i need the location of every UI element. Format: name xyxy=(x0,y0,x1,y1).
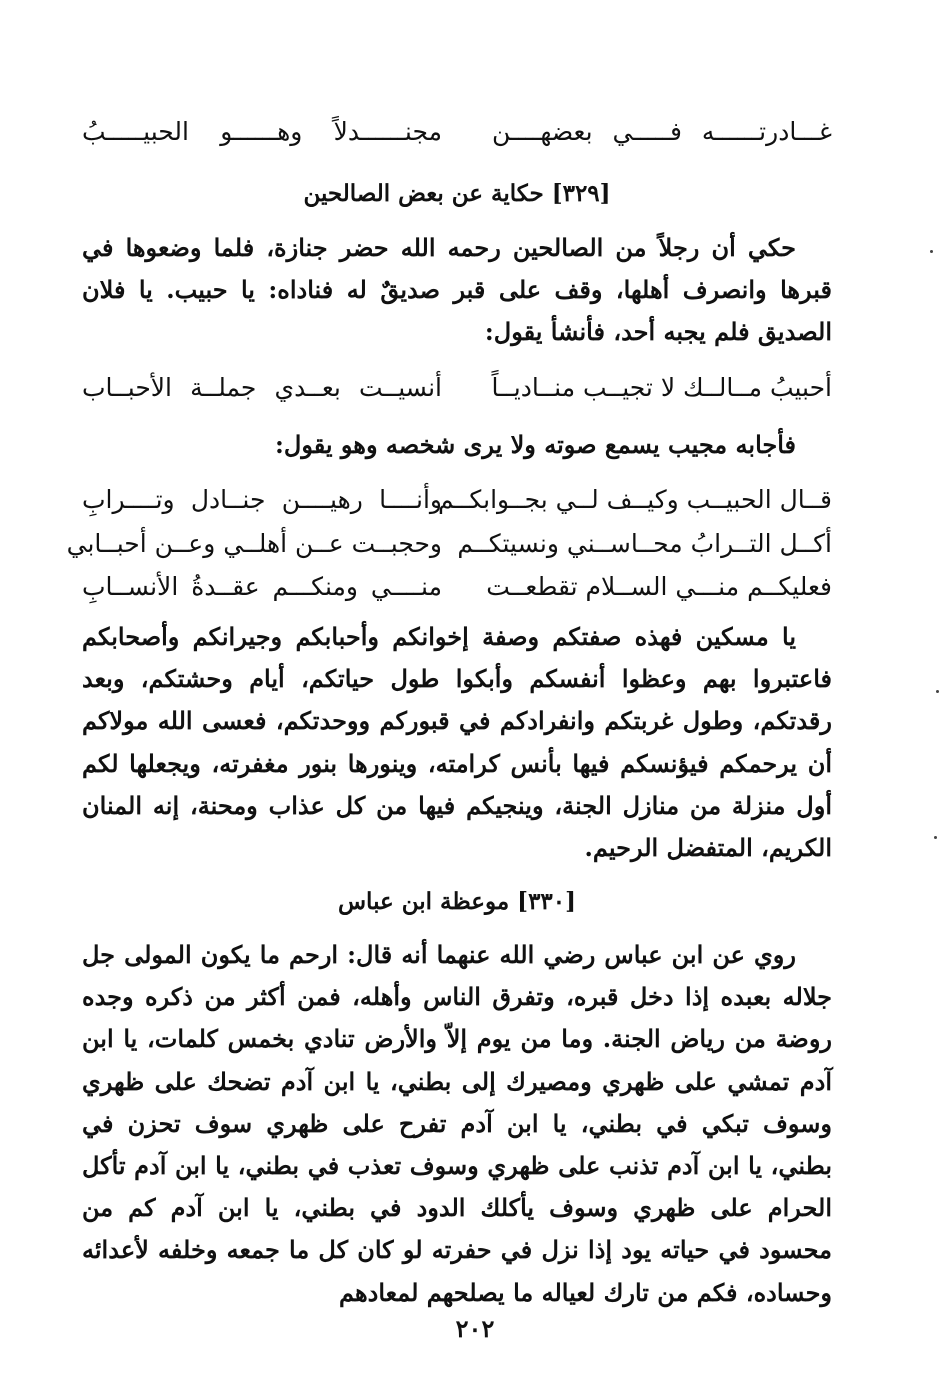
reply-verse-3 xyxy=(82,567,832,607)
scan-speck xyxy=(936,690,939,693)
reply-verse-3-second-hemistich: منــــي ومنكـــم عقــدةُ الأنســابِ xyxy=(82,572,442,601)
verse-first-hemistich: أحبيبُ مــالــك لا تجيــب منــاديــاً xyxy=(491,373,832,402)
verse-second-hemistich: أنسيــت بعــدي جملــة الأحبــاب xyxy=(82,373,442,402)
top-verse-first-hemistich: غـــادرتــــــه فـــــي بعضهــــن xyxy=(492,117,832,146)
reply-verse-2 xyxy=(66,524,832,564)
reply-verse-1-first-hemistich: قــال الحبيــب وكيــف لــي بجــوابكــم xyxy=(438,485,832,514)
reply-verse-1-second-hemistich: وأنــــا رهيــــن جنــادل وتــــرابِ xyxy=(82,485,442,514)
reply-intro-line: فأجابه مجيب يسمع صوته ولا يرى شخصه وهو يقول: xyxy=(275,430,796,459)
scan-speck xyxy=(930,250,933,253)
top-verse xyxy=(82,112,832,152)
section-330-heading: [٣٣٠] موعظة ابن عباس xyxy=(337,888,577,915)
top-verse-second-hemistich: مجنــــــدلاً وهــــــو الحبيـــــبُ xyxy=(82,117,442,146)
reply-verse-2-first-hemistich: أكــل التــرابُ محــاســني ونسيتكــم xyxy=(457,529,832,558)
section-330-paragraph: روي عن ابن عباس رضي الله عنهما أنه قال: ارحم ما يكون المولى جل جلاله بعبده إذا دخل قبره، وتفرق الناس وأهله، فمن أكثر من ذكره وجده روضة من رياض الجنة. وما من يوم إلاّ والأرض تنادي بخمس كلمات، يا ابن آدم تمشي على ظهري ومصيرك إلى بطني، يا ابن آدم تضحك على ظهري وسوف تبكي في بطني، يا ابن آدم تفرح على ظهري سوف تحزن في بطني، يا ابن آدم تذنب على ظهري وسوف تعذب في بطني، يا ابن آدم تأكل الحرام على ظهري وسوف يأكلك الدود في بطني، يا ابن آدم كم من محسود في حياته يود إذا نزل في حفرته لو كان كل ما جمعه وخلفه لأعدائه وحساده، فكم من تارك لعياله ما يصلحهم لمعادهم xyxy=(82,940,832,1307)
reply-verse-3-first-hemistich: فعليكــم منـــي الســلام تقطعــت xyxy=(486,572,832,601)
section-329-intro-paragraph: حكي أن رجلاً من الصالحين رحمه الله حضر جنازة، فلما وضعوها في قبرها وانصرف أهلها، وقف على قبر صديقٌ له فناداه: يا حبيب. يا فلان الصديق فلم يجبه أحد، فأنشأ يقول: xyxy=(82,233,832,347)
reply-verse-1 xyxy=(82,480,832,520)
reply-verse-2-second-hemistich: وحجبــت عــن أهلــي وعــن أحبــابي xyxy=(66,529,442,558)
scan-speck xyxy=(934,836,937,839)
section-329-closing-paragraph: يا مسكين فهذه صفتكم وصفة إخوانكم وأحبابكم وجيرانكم وأصحابكم فاعتبروا بهم وعظوا أنفسكم وأبكوا طول حياتكم، أيام وحشتكم، وبعد رقدتكم، وطول غربتكم وانفرادكم في قبوركم ووحدتكم، فعسى الله مولاكم أن يرحمكم فيؤنسكم فيها بأنس كرامته، وينورها بنور مغفرته، ويجعلها لكم أول منزلة من منازل الجنة، وينجيكم فيها من كل عذاب ومحنة، إنه المنان الكريم، المتفضل الرحيم. xyxy=(82,622,832,863)
section-329-heading: [٣٢٩] حكاية عن بعض الصالحين xyxy=(303,180,611,207)
section-329-verse xyxy=(82,368,832,408)
page-number: ٢٠٢ xyxy=(455,1314,495,1343)
